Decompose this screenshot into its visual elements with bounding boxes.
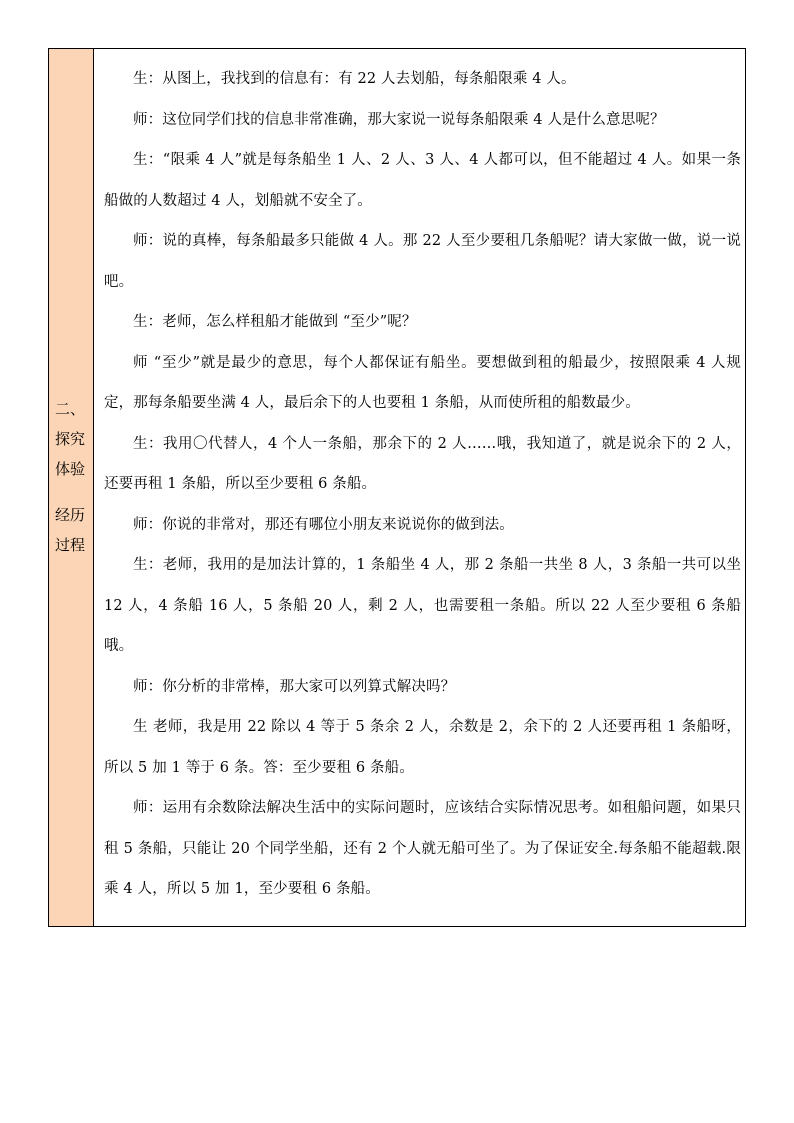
dialogue-paragraph: 师：运用有余数除法解决生活中的实际问题时，应该结合实际情况思考。如租船问题，如果只租 5 条船，只能让 20 个同学坐船，还有 2 个人就无船可坐了。为了保证安全.每条船不能超载.限乘 4 人，所以 5 加 1，至少要租 6 条船。 <box>104 800 741 897</box>
stage-label-gap <box>55 484 91 500</box>
stage-label-line: 经历 <box>55 506 86 524</box>
stage-label <box>55 394 91 560</box>
dialogue-paragraph: 生：我用〇代替人，4 个人一条船，那余下的 2 人……哦，我知道了，就是说余下的 2 人，还要再租 1 条船，所以至少要租 6 条船。 <box>104 435 741 492</box>
stage-label-line: 体验 <box>55 460 86 478</box>
dialogue-paragraph: 生：“限乘 4 人”就是每条船坐 1 人、2 人、3 人、4 人都可以，但不能超过 4 人。如果一条船做的人数超过 4 人，划船就不安全了。 <box>104 152 741 209</box>
dialogue-paragraph: 生 老师，我是用 22 除以 4 等于 5 条余 2 人，余数是 2，余下的 2 人还要再租 1 条船呀，所以 5 加 1 等于 6 条。答：至少要租 6 条船。 <box>104 719 741 776</box>
dialogue-paragraph: 师：这位同学们找的信息非常准确，那大家说一说每条船限乘 4 人是什么意思呢？ <box>133 111 665 128</box>
dialogue-paragraph: 生：老师，怎么样租船才能做到 “至少”呢？ <box>133 314 417 330</box>
stage-label-line: 过程 <box>55 536 86 554</box>
dialogue-paragraph: 生：老师，我用的是加法计算的，1 条船坐 4 人，那 2 条船一共坐 8 人，3 条船一共可以坐 12 人，4 条船 16 人，5 条船 20 人，剩 2 人，也需要租一条船。所以 22 人至少要租 6 条船哦。 <box>104 557 741 654</box>
dialogue-paragraph: 师 “至少”就是最少的意思，每个人都保证有船坐。要想做到租的船最少，按照限乘 4 人规定，那每条船要坐满 4 人，最后余下的人也要租 1 条船，从而使所租的船数最少。 <box>104 354 741 411</box>
dialogue-paragraph: 师：你分析的非常棒，那大家可以列算式解决吗？ <box>133 678 456 695</box>
dialogue-paragraph: 师：说的真棒，每条船最多只能做 4 人。那 22 人至少要租几条船呢？请大家做一做，说一说吧。 <box>104 233 741 290</box>
dialogue-content <box>94 49 745 926</box>
stage-label-line: 探究 <box>55 430 86 448</box>
dialogue-paragraph: 师：你说的非常对，那还有哪位小朋友来说说你的做到法。 <box>133 516 514 533</box>
lesson-table <box>48 48 746 927</box>
stage-label-line: 二、 <box>55 400 86 418</box>
stage-column <box>49 49 94 926</box>
dialogue-paragraph: 生：从图上，我找到的信息有：有 22 人去划船，每条船限乘 4 人。 <box>133 71 576 87</box>
